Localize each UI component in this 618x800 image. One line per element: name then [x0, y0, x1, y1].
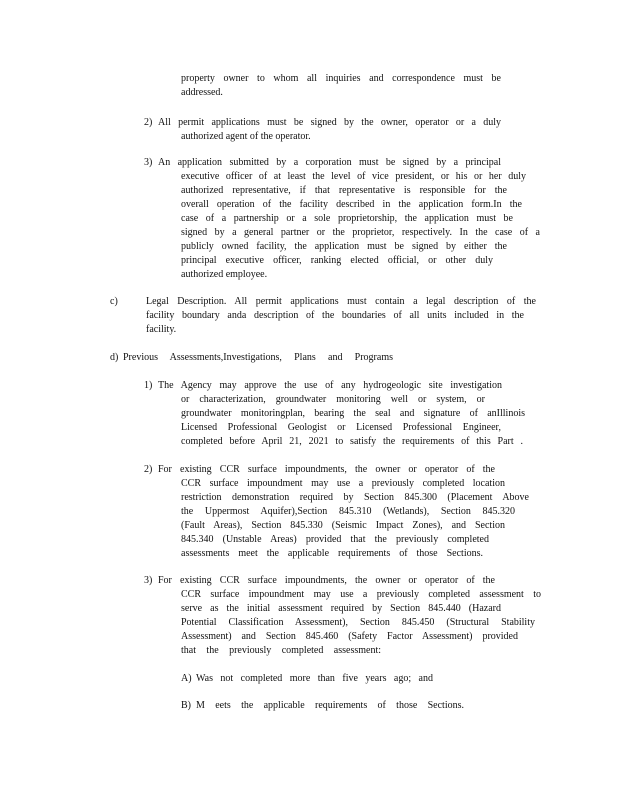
item-label: 3): [144, 575, 153, 586]
item-label: 3): [144, 157, 153, 168]
text-line: overall operation of the facility described in the application form.In the: [181, 199, 522, 210]
text-line: CCR surface impoundment may use a previously completed assessment to: [181, 589, 541, 600]
text-line: or characterization, groundwater monitoring well or system, or: [181, 394, 485, 405]
text-line: An application submitted by a corporation must be signed by a principal: [158, 157, 501, 168]
text-line: property owner to whom all inquiries and correspondence must be: [181, 73, 501, 84]
subitem-label: A): [181, 673, 192, 684]
text-line: All permit applications must be signed by the owner, operator or a duly: [158, 117, 501, 128]
text-line: Was not completed more than five years ago; and: [196, 673, 433, 684]
text-line: signed by a general partner or the proprietor, respectively. In the case of a: [181, 227, 540, 238]
text-line: Assessment) and Section 845.460 (Safety Factor Assessment) provided: [181, 631, 518, 642]
text-line: Licensed Professional Geologist or Licensed Professional Engineer,: [181, 422, 501, 433]
text-line: The Agency may approve the use of any hydrogeologic site investigation: [158, 380, 502, 391]
text-line: M eets the applicable requirements of those Sections.: [196, 700, 464, 711]
text-line: that the previously completed assessment:: [181, 645, 381, 656]
text-line: groundwater monitoringplan, bearing the seal and signature of anIllinois: [181, 408, 525, 419]
text-line: principal executive officer, ranking elected official, or other duly: [181, 255, 493, 266]
text-line: (Fault Areas), Section 845.330 (Seismic Impact Zones), and Section: [181, 520, 505, 531]
text-line: executive officer of at least the level of vice president, or his or her duly: [181, 171, 526, 182]
text-line: facility boundary anda description of the boundaries of all units included in the: [146, 310, 524, 321]
text-line: authorized employee.: [181, 269, 268, 280]
text-line: completed before April 21, 2021 to satisfy the requirements of this Part .: [181, 436, 523, 447]
subitem-label: B): [181, 700, 191, 711]
text-line: publicly owned facility, the application must be signed by either the: [181, 241, 507, 252]
text-line: For existing CCR surface impoundments, the owner or operator of the: [158, 575, 495, 586]
item-label: 2): [144, 117, 153, 128]
text-line: For existing CCR surface impoundments, the owner or operator of the: [158, 464, 495, 475]
text-line: authorized representative, if that representative is responsible for the: [181, 185, 507, 196]
text-line: Legal Description. All permit applications must contain a legal description of the: [146, 296, 536, 307]
text-line: case of a partnership or a sole proprietorship, the application must be: [181, 213, 513, 224]
text-line: serve as the initial assessment required by Section 845.440 (Hazard: [181, 603, 501, 614]
text-line: Potential Classification Assessment), Section 845.450 (Structural Stability: [181, 617, 535, 628]
text-line: addressed.: [181, 87, 223, 98]
item-label: 1): [144, 380, 153, 391]
text-line: assessments meet the applicable requirements of those Sections.: [181, 548, 483, 559]
section-label: d): [110, 352, 119, 363]
text-line: restriction demonstration required by Section 845.300 (Placement Above: [181, 492, 529, 503]
text-line: the Uppermost Aquifer),Section 845.310 (Wetlands), Section 845.320: [181, 506, 515, 517]
text-line: CCR surface impoundment may use a previously completed location: [181, 478, 505, 489]
text-line: facility.: [146, 324, 177, 335]
section-heading: Previous Assessments,Investigations, Plans and Programs: [123, 352, 393, 363]
text-line: authorized agent of the operator.: [181, 131, 311, 142]
text-line: 845.340 (Unstable Areas) provided that the previously completed: [181, 534, 489, 545]
section-label: c): [110, 296, 118, 307]
item-label: 2): [144, 464, 153, 475]
